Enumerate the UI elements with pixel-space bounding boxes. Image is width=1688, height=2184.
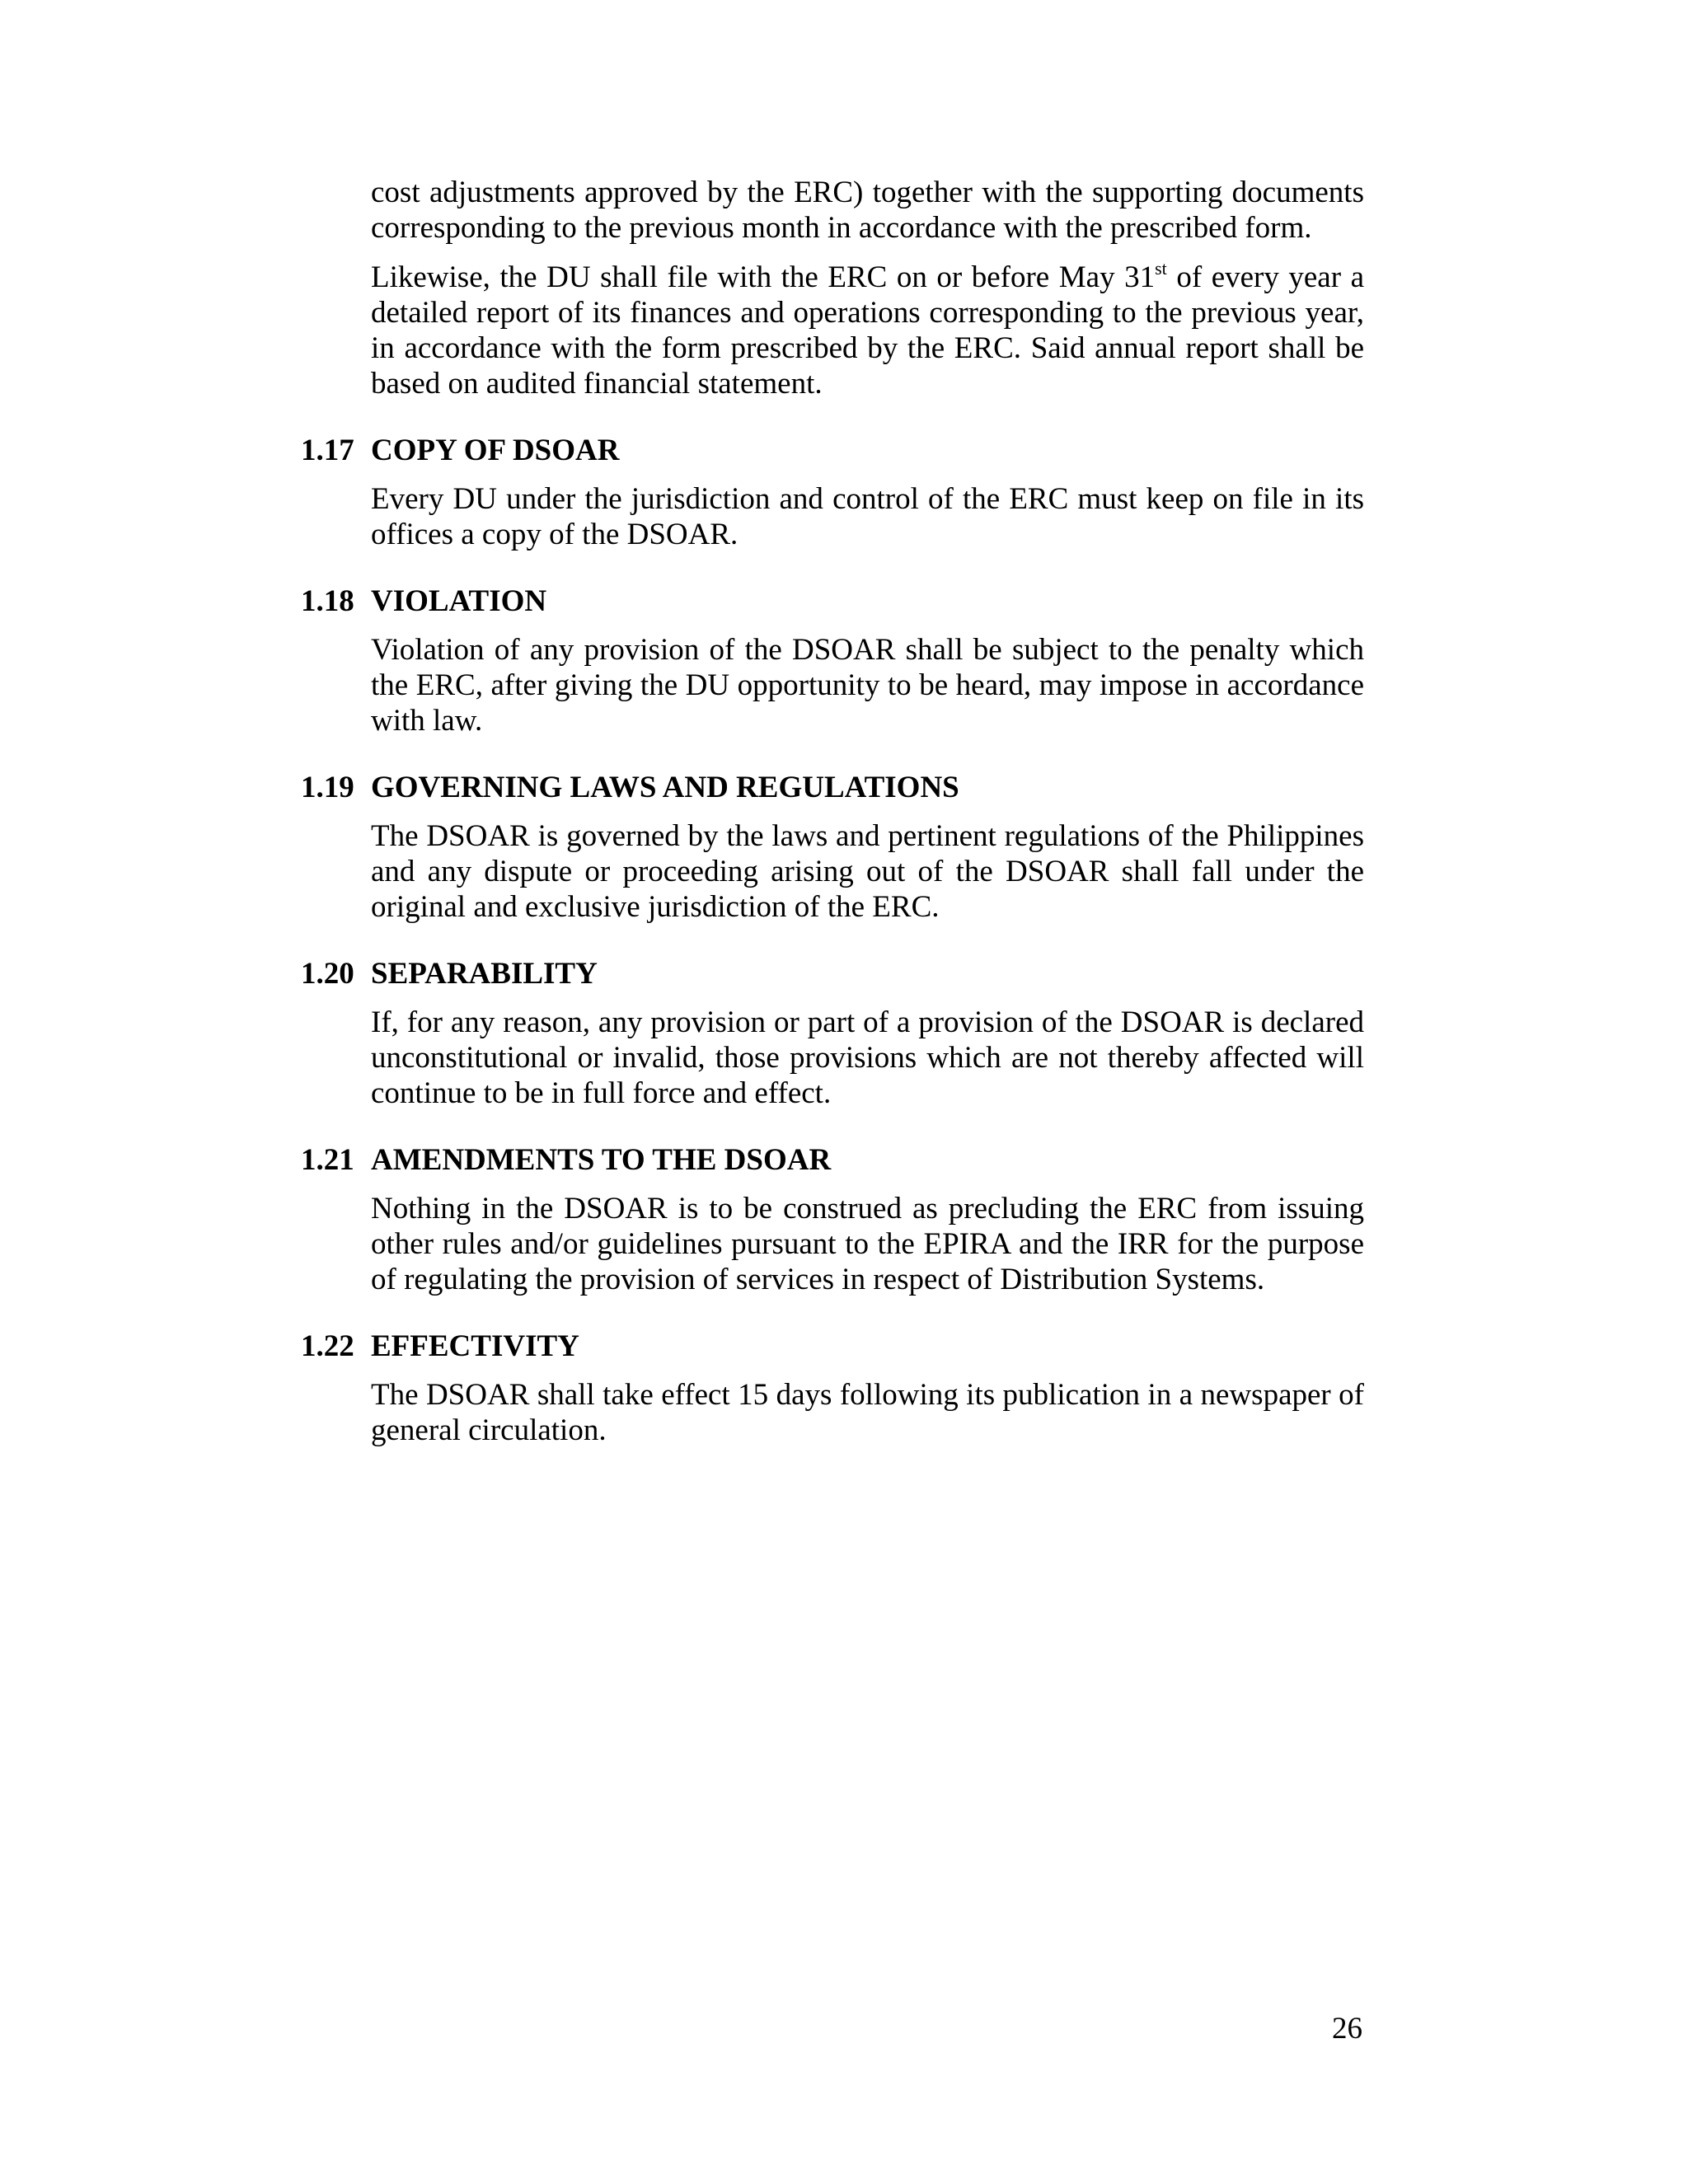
section-text: The DSOAR is governed by the laws and pertinent regulations of the Philippines and any dispute or proceeding arising out of the DSOAR shall fall under the original and exclusive jurisdiction of the ERC. — [371, 819, 1364, 924]
intro-paragraph-2-text-a: Likewise, the DU shall file with the ERC on or before May 31 — [371, 260, 1156, 294]
section-title: VIOLATION — [371, 584, 547, 618]
section-1-19 — [301, 770, 1364, 925]
section-heading — [301, 1142, 1364, 1178]
intro-paragraph-2-text-b: of every year a detailed report of its finances and operations corresponding to the previous year, in accordance with the form prescribed by the ERC. Said annual report shall be based on audited financial statement. — [371, 260, 1365, 401]
section-number: 1.20 — [301, 957, 354, 991]
document-body — [301, 175, 1364, 1448]
section-1-22 — [301, 1329, 1364, 1448]
ordinal-suffix: st — [1155, 257, 1167, 279]
section-title: EFFECTIVITY — [371, 1329, 579, 1363]
section-heading — [301, 433, 1364, 468]
section-number: 1.22 — [301, 1329, 354, 1363]
section-heading — [301, 1329, 1364, 1364]
section-text: Violation of any provision of the DSOAR shall be subject to the penalty which the ERC, after giving the DU opportunity to be heard, may impose in accordance with law. — [371, 633, 1364, 738]
section-number: 1.17 — [301, 434, 354, 467]
intro-paragraph-1: cost adjustments approved by the ERC) together with the supporting documents corresponding to the previous month in accordance with the prescribed form. — [371, 176, 1364, 245]
page-number: 26 — [1332, 2012, 1362, 2046]
section-1-20 — [301, 956, 1364, 1111]
section-number: 1.18 — [301, 584, 354, 618]
section-text: If, for any reason, any provision or part of a provision of the DSOAR is declared unconstitutional or invalid, those provisions which are not thereby affected will continue to be in full force and effect. — [371, 1005, 1364, 1110]
section-title: AMENDMENTS TO THE DSOAR — [371, 1143, 832, 1177]
section-number: 1.19 — [301, 771, 354, 804]
section-heading — [301, 583, 1364, 619]
section-1-17 — [301, 433, 1364, 552]
section-1-21 — [301, 1142, 1364, 1297]
intro-paragraph-2 — [371, 257, 1365, 401]
section-heading — [301, 956, 1364, 991]
section-title: COPY OF DSOAR — [371, 434, 620, 467]
section-text: The DSOAR shall take effect 15 days following its publication in a newspaper of general circulation. — [371, 1378, 1364, 1447]
section-1-18 — [301, 583, 1364, 738]
section-number: 1.21 — [301, 1143, 354, 1177]
section-text: Nothing in the DSOAR is to be construed as precluding the ERC from issuing other rules and/or guidelines pursuant to the EPIRA and the IRR for the purpose of regulating the provision of services in respect of Distribution Systems. — [371, 1192, 1364, 1296]
section-heading — [301, 770, 1364, 805]
section-title: SEPARABILITY — [371, 957, 598, 991]
section-text: Every DU under the jurisdiction and control of the ERC must keep on file in its offices a copy of the DSOAR. — [371, 482, 1364, 551]
section-title: GOVERNING LAWS AND REGULATIONS — [371, 771, 959, 804]
